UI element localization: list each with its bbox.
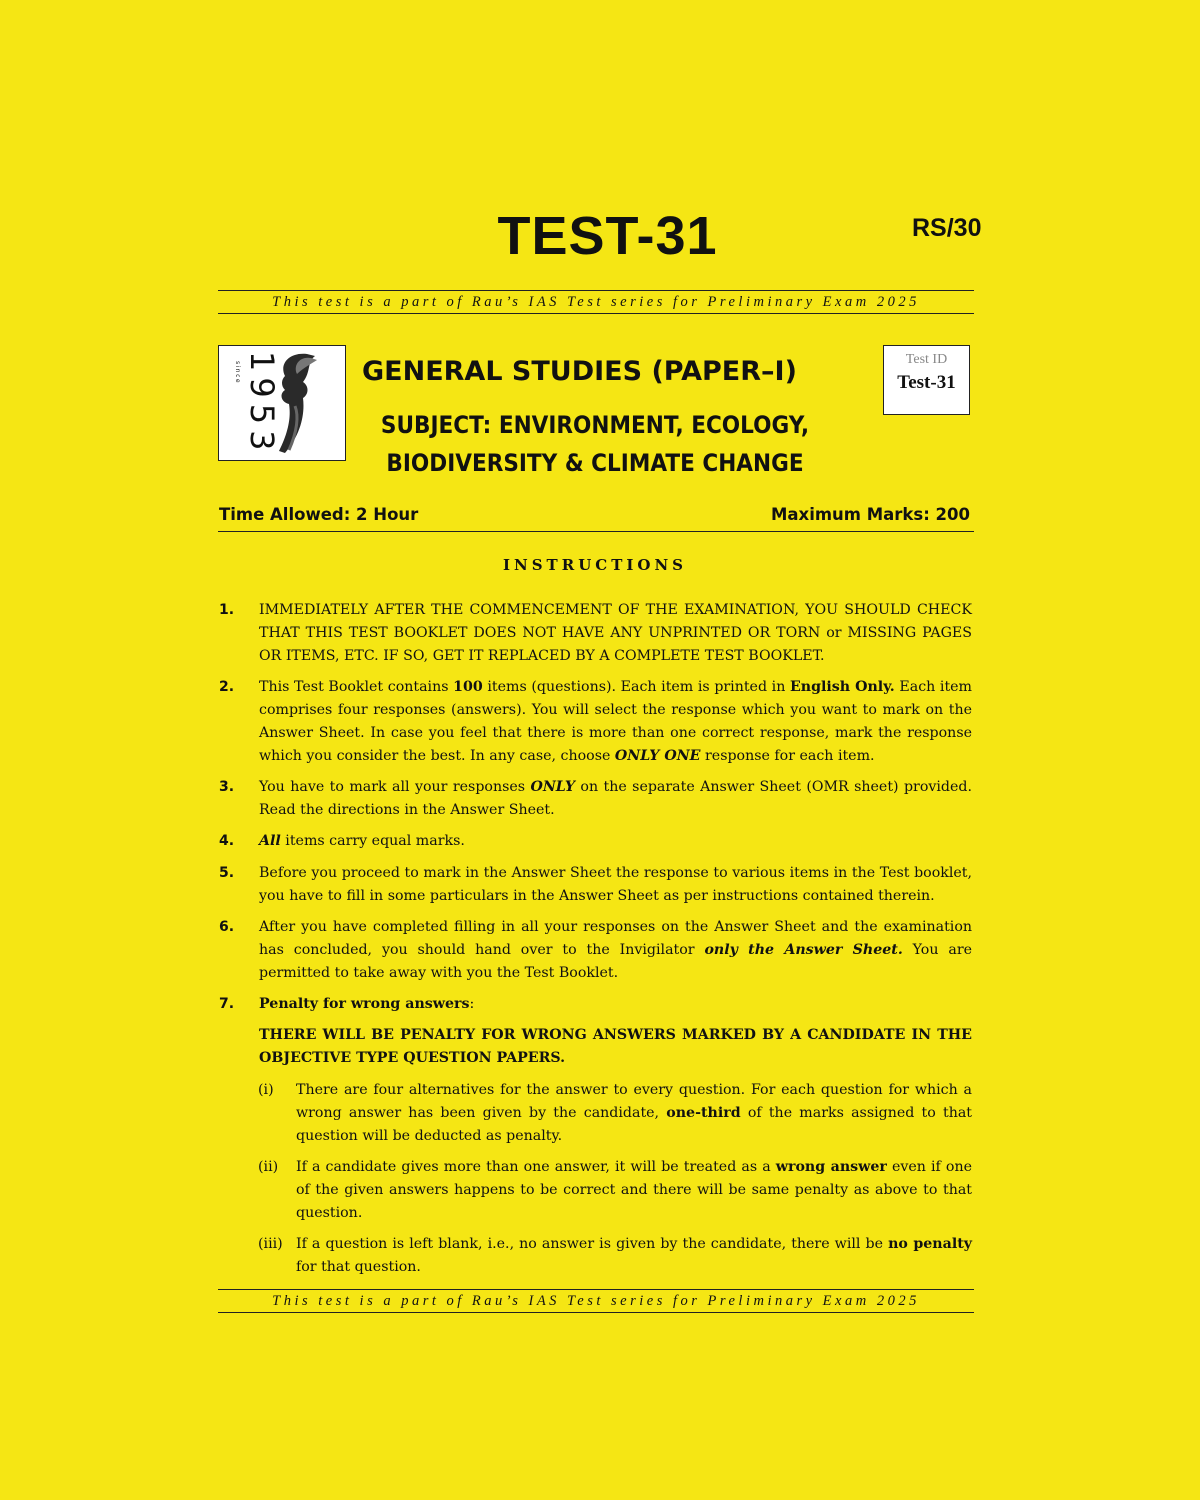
instruction-3 xyxy=(219,776,972,822)
test-id-box xyxy=(883,345,970,415)
series-banner-bottom: This test is a part of Rau’s IAS Test series for Preliminary Exam 2025 xyxy=(218,1289,974,1313)
instruction-4 xyxy=(219,830,972,853)
penalty-rule-3 xyxy=(258,1233,972,1279)
test-id-label: Test ID xyxy=(905,352,948,367)
instruction-text: Before you proceed to mark in the Answer Sheet the response to various items in the Test booklet, you have to fill in some particulars in the Answer Sheet as per instructions contained therein. xyxy=(259,865,972,904)
test-code: RS/30 xyxy=(912,214,982,242)
instruction-number: 3. xyxy=(219,779,235,795)
subject-line-2: BIODIVERSITY & CLIMATE CHANGE xyxy=(386,449,804,477)
instruction-text: After you have completed filling in all your responses on the Answer Sheet and the examination has concluded, you should hand over to the Invigilator only the Answer Sheet. You are permitted to take away with you the Test Booklet. xyxy=(259,919,972,981)
penalty-rule-number: (i) xyxy=(258,1082,274,1098)
instruction-text: IMMEDIATELY AFTER THE COMMENCEMENT OF THE EXAMINATION, YOU SHOULD CHECK THAT THIS TEST BOOKLET DOES NOT HAVE ANY UNPRINTED OR TORN or MISSING PAGES OR ITEMS, ETC. IF SO, GET IT REPLACED BY A COMPLETE TEST BOOKLET. xyxy=(259,602,972,664)
instruction-number: 2. xyxy=(219,679,235,695)
instruction-number: 6. xyxy=(219,919,235,935)
instruction-number: 7. xyxy=(219,996,235,1012)
penalty-rule-2 xyxy=(258,1156,972,1225)
instruction-7 xyxy=(219,993,972,1070)
instructions-heading: INSTRUCTIONS xyxy=(503,556,687,574)
logo-year: 1953 xyxy=(243,351,281,457)
penalty-rule-number: (ii) xyxy=(258,1159,279,1175)
logo-since: since xyxy=(234,361,241,385)
logo-emblem-icon xyxy=(219,346,344,459)
instruction-1 xyxy=(219,599,972,668)
series-banner-top: This test is a part of Rau’s IAS Test series for Preliminary Exam 2025 xyxy=(218,290,974,314)
instruction-5 xyxy=(219,862,972,908)
instruction-number: 1. xyxy=(219,602,235,618)
penalty-rule-1 xyxy=(258,1079,972,1148)
penalty-rule-text: There are four alternatives for the answer to every question. For each question for which a wrong answer has been given by the candidate, one-third of the marks assigned to that question will be deducted as penalty. xyxy=(296,1082,973,1144)
penalty-rule-number: (iii) xyxy=(258,1236,283,1252)
penalty-rule-text: If a candidate gives more than one answer, it will be treated as a wrong answer even if one of the given answers happens to be correct and there will be same penalty as above to that question. xyxy=(296,1159,972,1221)
time-allowed: Time Allowed: 2 Hour xyxy=(219,505,419,524)
instruction-text: All items carry equal marks. xyxy=(259,833,465,849)
test-id-value: Test-31 xyxy=(897,372,956,393)
subject-line-1: SUBJECT: ENVIRONMENT, ECOLOGY, xyxy=(380,411,810,439)
test-title: TEST-31 xyxy=(497,206,718,266)
divider xyxy=(218,531,974,532)
paper-title: GENERAL STUDIES (PAPER–I) xyxy=(362,356,797,387)
instruction-text: Penalty for wrong answers: xyxy=(259,996,475,1012)
instruction-text: You have to mark all your responses ONLY on the separate Answer Sheet (OMR sheet) provided. Read the directions in the Answer Sheet. xyxy=(259,779,973,818)
maximum-marks: Maximum Marks: 200 xyxy=(771,505,970,524)
instruction-number: 4. xyxy=(219,833,235,849)
penalty-rule-text: If a question is left blank, i.e., no answer is given by the candidate, there will be no penalty for that question. xyxy=(296,1236,973,1275)
instruction-2 xyxy=(219,676,972,768)
penalty-warning: THERE WILL BE PENALTY FOR WRONG ANSWERS MARKED BY A CANDIDATE IN THE OBJECTIVE TYPE QUESTION PAPERS. xyxy=(259,1027,972,1066)
instruction-number: 5. xyxy=(219,865,235,881)
instruction-6 xyxy=(219,916,972,985)
instruction-text: This Test Booklet contains 100 items (questions). Each item is printed in English Only. Each item comprises four responses (answers). You will select the response which you want to mark on the Answer Sheet. In case you feel that there is more than one correct response, mark the response which you consider the best. In any case, choose ONLY ONE response for each item. xyxy=(259,679,972,764)
institute-logo xyxy=(218,345,346,461)
